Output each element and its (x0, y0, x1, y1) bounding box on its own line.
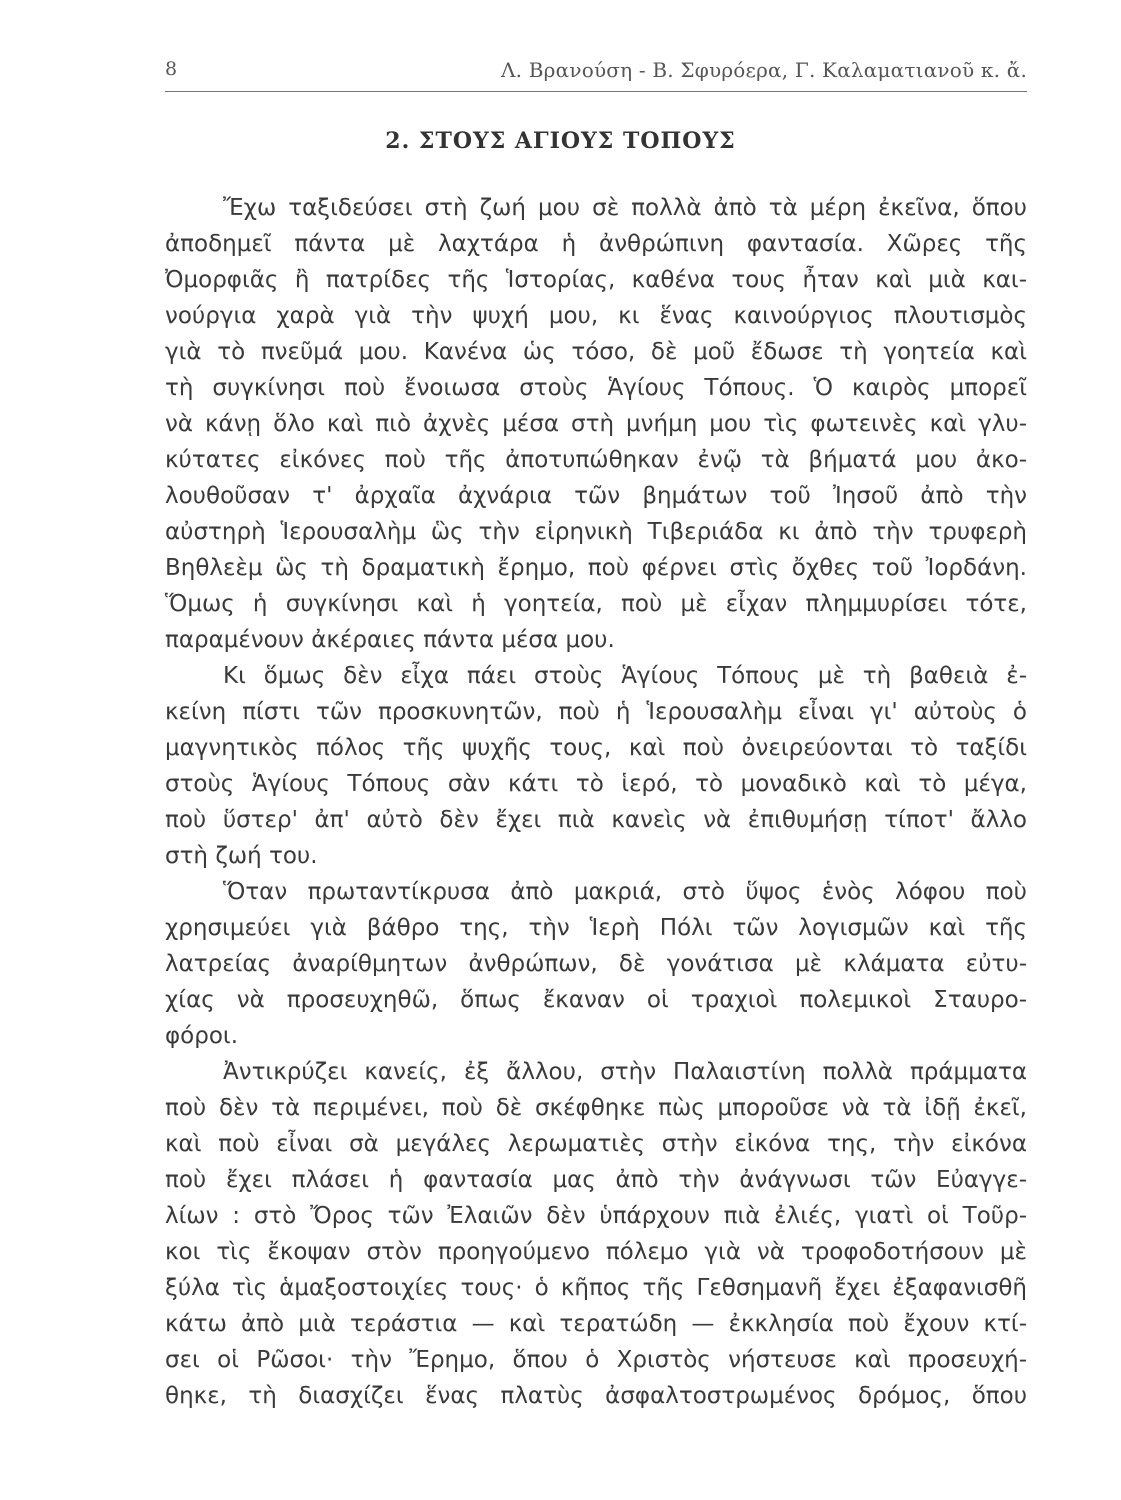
text-line: τὴ συγκίνησι ποὺ ἔνοιωσα στοὺς Ἁγίους Τόπους. Ὁ καιρὸς μπορεῖ (165, 375, 1027, 401)
text-line: παραμένουν ἀκέραιες πάντα μέσα μου. (165, 627, 615, 653)
text-line: νὰ κάνῃ ὅλο καὶ πιὸ ἀχνὲς μέσα στὴ μνήμη μου τὶς φωτεινὲς καὶ γλυ- (165, 411, 1027, 437)
text-line: αὐστηρὴ Ἱερουσαλὴμ ὣς τὴν εἰρηνικὴ Τιβεριάδα κι ἀπὸ τὴν τρυφερὴ (165, 519, 1027, 545)
text-line: κοι τὶς ἔκοψαν στὸν προηγούμενο πόλεμο γιὰ νὰ τροφοδοτήσουν μὲ (165, 1239, 1027, 1265)
text-line: κύτατες εἰκόνες ποὺ τῆς ἀποτυπώθηκαν ἐνῷ τὰ βήματά μου ἀκο- (165, 447, 1027, 473)
text-line: γιὰ τὸ πνεῦμά μου. Κανένα ὡς τόσο, δὲ μοῦ ἔδωσε τὴ γοητεία καὶ (165, 339, 1027, 365)
page-header (165, 54, 1027, 86)
text-line: Κι ὅμως δὲν εἶχα πάει στοὺς Ἁγίους Τόπους μὲ τὴ βαθειὰ ἐ- (223, 663, 1027, 689)
chapter-title: 2. ΣΤΟΥΣ ΑΓΙΟΥΣ ΤΟΠΟΥΣ (385, 128, 736, 154)
text-line: Ὅμως ἡ συγκίνησι καὶ ἡ γοητεία, ποὺ μὲ εἶχαν πλημμυρίσει τότε, (165, 591, 1027, 617)
text-line: λίων : στὸ Ὄρος τῶν Ἐλαιῶν δὲν ὑπάρχουν πιὰ ἐλιές, γιατὶ οἱ Τοῦρ- (165, 1203, 1027, 1229)
text-line: κείνη πίστι τῶν προσκυνητῶν, ποὺ ἡ Ἱερουσαλὴμ εἶναι γι' αὐτοὺς ὁ (165, 699, 1027, 725)
text-line: ξύλα τὶς ἁμαξοστοιχίες τους· ὁ κῆπος τῆς Γεθσημανῆ ἔχει ἐξαφανισθῆ (165, 1275, 1027, 1301)
text-line: Βηθλεὲμ ὣς τὴ δραματικὴ ἔρημο, ποὺ φέρνει στὶς ὄχθες τοῦ Ἰορδάνη. (165, 555, 1027, 581)
text-line: σει οἱ Ρῶσοι· τὴν Ἔρημο, ὅπου ὁ Χριστὸς νήστευσε καὶ προσευχή- (165, 1347, 1027, 1373)
text-line: ποὺ δὲν τὰ περιμένει, ποὺ δὲ σκέφθηκε πὼς μποροῦσε νὰ τὰ ἰδῇ ἐκεῖ, (165, 1095, 1027, 1121)
text-line: Ἀντικρύζει κανείς, ἐξ ἄλλου, στὴν Παλαιστίνη πολλὰ πράμματα (223, 1059, 1027, 1085)
text-line: λατρείας ἀναρίθμητων ἀνθρώπων, δὲ γονάτισα μὲ κλάματα εὐτυ- (165, 951, 1027, 977)
text-line: Ἔχω ταξιδεύσει στὴ ζωή μου σὲ πολλὰ ἀπὸ τὰ μέρη ἐκεῖνα, ὅπου (223, 195, 1027, 221)
text-line: θηκε, τὴ διασχίζει ἕνας πλατὺς ἀσφαλτοστρωμένος δρόμος, ὅπου (165, 1383, 1027, 1409)
text-line: νούργια χαρὰ γιὰ τὴν ψυχή μου, κι ἕνας καινούργιος πλουτισμὸς (165, 303, 1027, 329)
text-line: φόροι. (165, 1023, 239, 1049)
text-line: χρησιμεύει γιὰ βάθρο της, τὴν Ἱερὴ Πόλι τῶν λογισμῶν καὶ τῆς (165, 915, 1027, 941)
page-number: 8 (165, 58, 178, 80)
text-line: Ὀμορφιᾶς ἢ πατρίδες τῆς Ἱστορίας, καθένα τους ἦταν καὶ μιὰ και- (165, 267, 1027, 293)
text-line: Ὅταν πρωταντίκρυσα ἀπὸ μακριά, στὸ ὕψος ἑνὸς λόφου ποὺ (223, 879, 1027, 905)
text-line: καὶ ποὺ εἶναι σὰ μεγάλες λερωματιὲς στὴν εἰκόνα της, τὴν εἰκόνα (165, 1131, 1027, 1157)
text-line: μαγνητικὸς πόλος τῆς ψυχῆς τους, καὶ ποὺ ὀνειρεύονται τὸ ταξίδι (165, 735, 1027, 761)
running-head: Λ. Βρανούση - Β. Σφυρόερα, Γ. Καλαματιανοῦ κ. ἄ. (501, 58, 1027, 82)
text-line: κάτω ἀπὸ μιὰ τεράστια — καὶ τερατώδη — ἐκκλησία ποὺ ἔχουν κτί- (165, 1311, 1027, 1337)
text-line: ποὺ ὕστερ' ἀπ' αὐτὸ δὲν ἔχει πιὰ κανεὶς νὰ ἐπιθυμήσῃ τίποτ' ἄλλο (165, 807, 1027, 833)
text-line: στοὺς Ἁγίους Τόπους σὰν κάτι τὸ ἱερό, τὸ μοναδικὸ καὶ τὸ μέγα, (165, 771, 1027, 797)
text-line: ποὺ ἔχει πλάσει ἡ φαντασία μας ἀπὸ τὴν ἀνάγνωσι τῶν Εὐαγγε- (165, 1167, 1027, 1193)
text-line: χίας νὰ προσευχηθῶ, ὅπως ἔκαναν οἱ τραχιοὶ πολεμικοὶ Σταυρο- (165, 987, 1027, 1013)
text-line: ἀποδημεῖ πάντα μὲ λαχτάρα ἡ ἀνθρώπινη φαντασία. Χῶρες τῆς (165, 231, 1027, 257)
text-line: στὴ ζωή του. (165, 843, 318, 869)
body-text (165, 190, 1027, 1414)
header-rule (165, 91, 1027, 92)
text-line: λουθοῦσαν τ' ἀρχαῖα ἀχνάρια τῶν βημάτων τοῦ Ἰησοῦ ἀπὸ τὴν (165, 483, 1027, 509)
